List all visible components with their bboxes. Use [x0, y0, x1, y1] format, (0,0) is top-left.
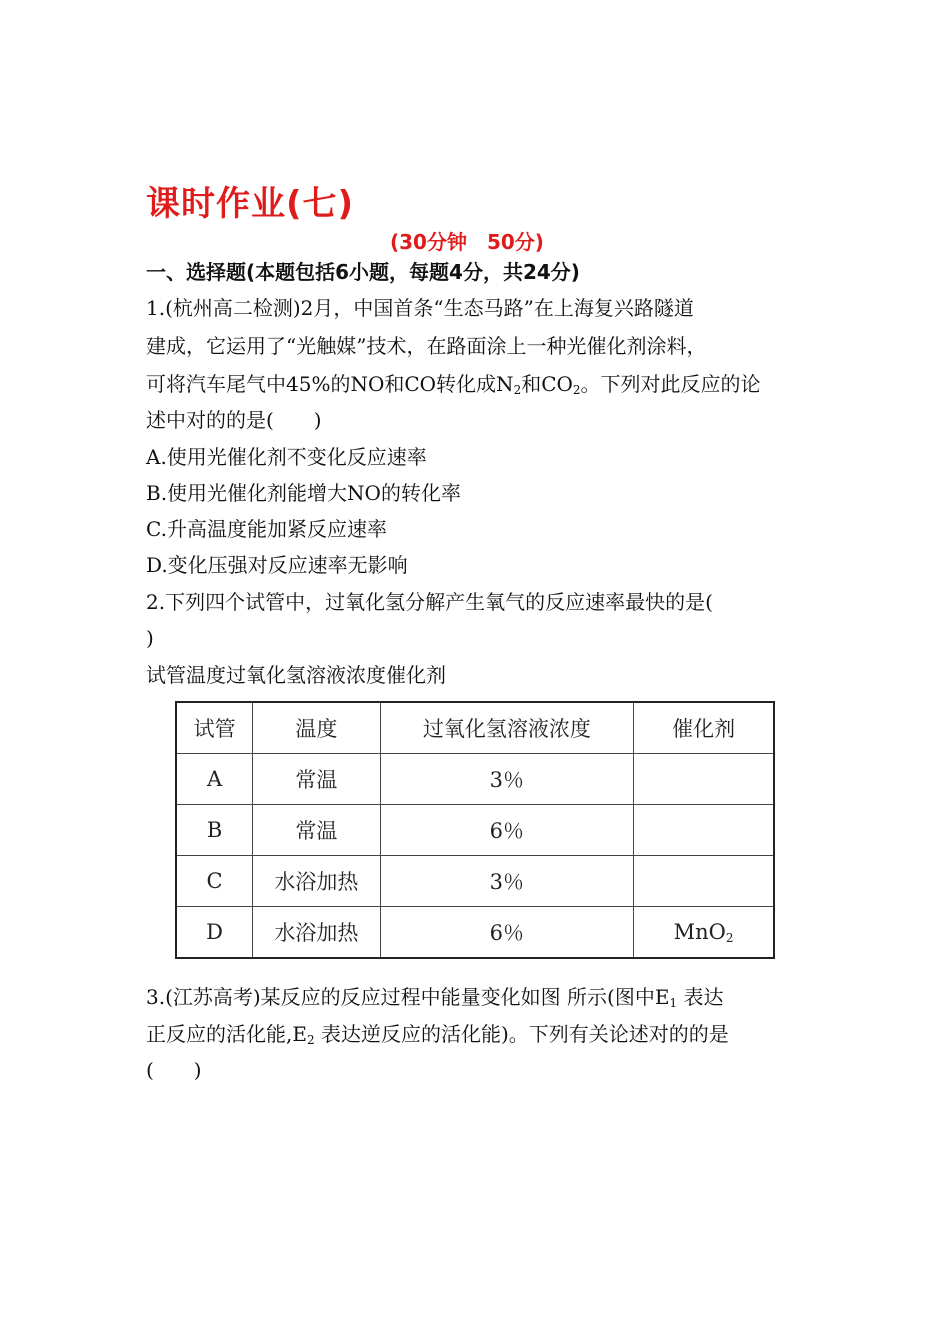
q1-line-3-part-a: 可将汽车尾气中45%的NO和CO转化成N — [146, 372, 514, 396]
cell-temperature: 常温 — [253, 754, 380, 805]
header-temperature: 温度 — [253, 702, 380, 754]
table-row — [176, 754, 774, 805]
q1-line-4: 述中对的的是( ) — [146, 408, 322, 432]
table-row — [176, 856, 774, 907]
q1-line-3-part-c: 。下列对此反应的论 — [580, 372, 761, 396]
cell-catalyst — [634, 805, 774, 856]
q3-line-2-part-b: 表达逆反应的活化能)。下列有关论述对的的是 — [314, 1022, 729, 1046]
cell-tube: D — [176, 907, 253, 959]
cell-catalyst — [634, 907, 774, 959]
catalyst-formula: MnO — [673, 920, 726, 944]
q3-line-1-part-b: 表达 — [677, 985, 724, 1009]
q1-line-3 — [146, 370, 761, 398]
cell-tube: C — [176, 856, 253, 907]
q1-option-b: B.使用光催化剂能增大NO的转化率 — [146, 481, 461, 505]
q3-line-2-part-a: 正反应的活化能,E — [146, 1022, 307, 1046]
cell-concentration: 3％ — [380, 856, 634, 907]
n2-subscript: 2 — [513, 383, 522, 397]
co2-subscript: 2 — [572, 383, 581, 397]
cell-concentration: 3％ — [380, 754, 634, 805]
q1-line-1: 1.(杭州高二检测)2月，中国首条“生态马路”在上海复兴路隧道 — [146, 296, 694, 320]
q1-line-3-part-b: 和CO — [521, 372, 573, 396]
e1-subscript: 1 — [669, 996, 678, 1010]
q1-option-d: D.变化压强对反应速率无影响 — [146, 553, 408, 577]
cell-temperature: 水浴加热 — [253, 907, 380, 959]
table-header-row — [176, 702, 774, 754]
cell-concentration: 6％ — [380, 805, 634, 856]
q1-option-a: A.使用光催化剂不变化反应速率 — [146, 445, 427, 469]
time-score-note: (30分钟 50分) — [390, 230, 544, 254]
q3-line-2 — [146, 1020, 729, 1048]
q3-line-1-part-a: 3.(江苏高考)某反应的反应过程中能量变化如图 所示(图中E — [146, 985, 670, 1009]
page-title: 课时作业(七) — [146, 184, 355, 224]
cell-catalyst — [634, 754, 774, 805]
catalyst-subscript: 2 — [725, 931, 734, 945]
cell-temperature: 常温 — [253, 805, 380, 856]
q2-line-2: ) — [146, 626, 154, 650]
cell-catalyst — [634, 856, 774, 907]
cell-temperature: 水浴加热 — [253, 856, 380, 907]
table-row — [176, 907, 774, 959]
cell-concentration: 6％ — [380, 907, 634, 959]
q3-line-3: ( ) — [146, 1058, 202, 1082]
section-heading: 一、选择题(本题包括6小题，每题4分，共24分) — [146, 260, 580, 284]
cell-tube: B — [176, 805, 253, 856]
q2-line-1: 2.下列四个试管中，过氧化氢分解产生氧气的反应速率最快的是( — [146, 590, 713, 614]
header-tube: 试管 — [176, 702, 253, 754]
e2-subscript: 2 — [306, 1033, 315, 1047]
q2-table-caption: 试管温度过氧化氢溶液浓度催化剂 — [146, 663, 446, 687]
header-catalyst: 催化剂 — [634, 702, 774, 754]
q1-option-c: C.升高温度能加紧反应速率 — [146, 517, 387, 541]
q3-line-1 — [146, 983, 723, 1011]
q1-line-2: 建成，它运用了“光触媒”技术，在路面涂上一种光催化剂涂料， — [146, 334, 707, 358]
q2-data-table — [175, 701, 775, 959]
header-concentration: 过氧化氢溶液浓度 — [380, 702, 634, 754]
cell-tube: A — [176, 754, 253, 805]
table-row — [176, 805, 774, 856]
